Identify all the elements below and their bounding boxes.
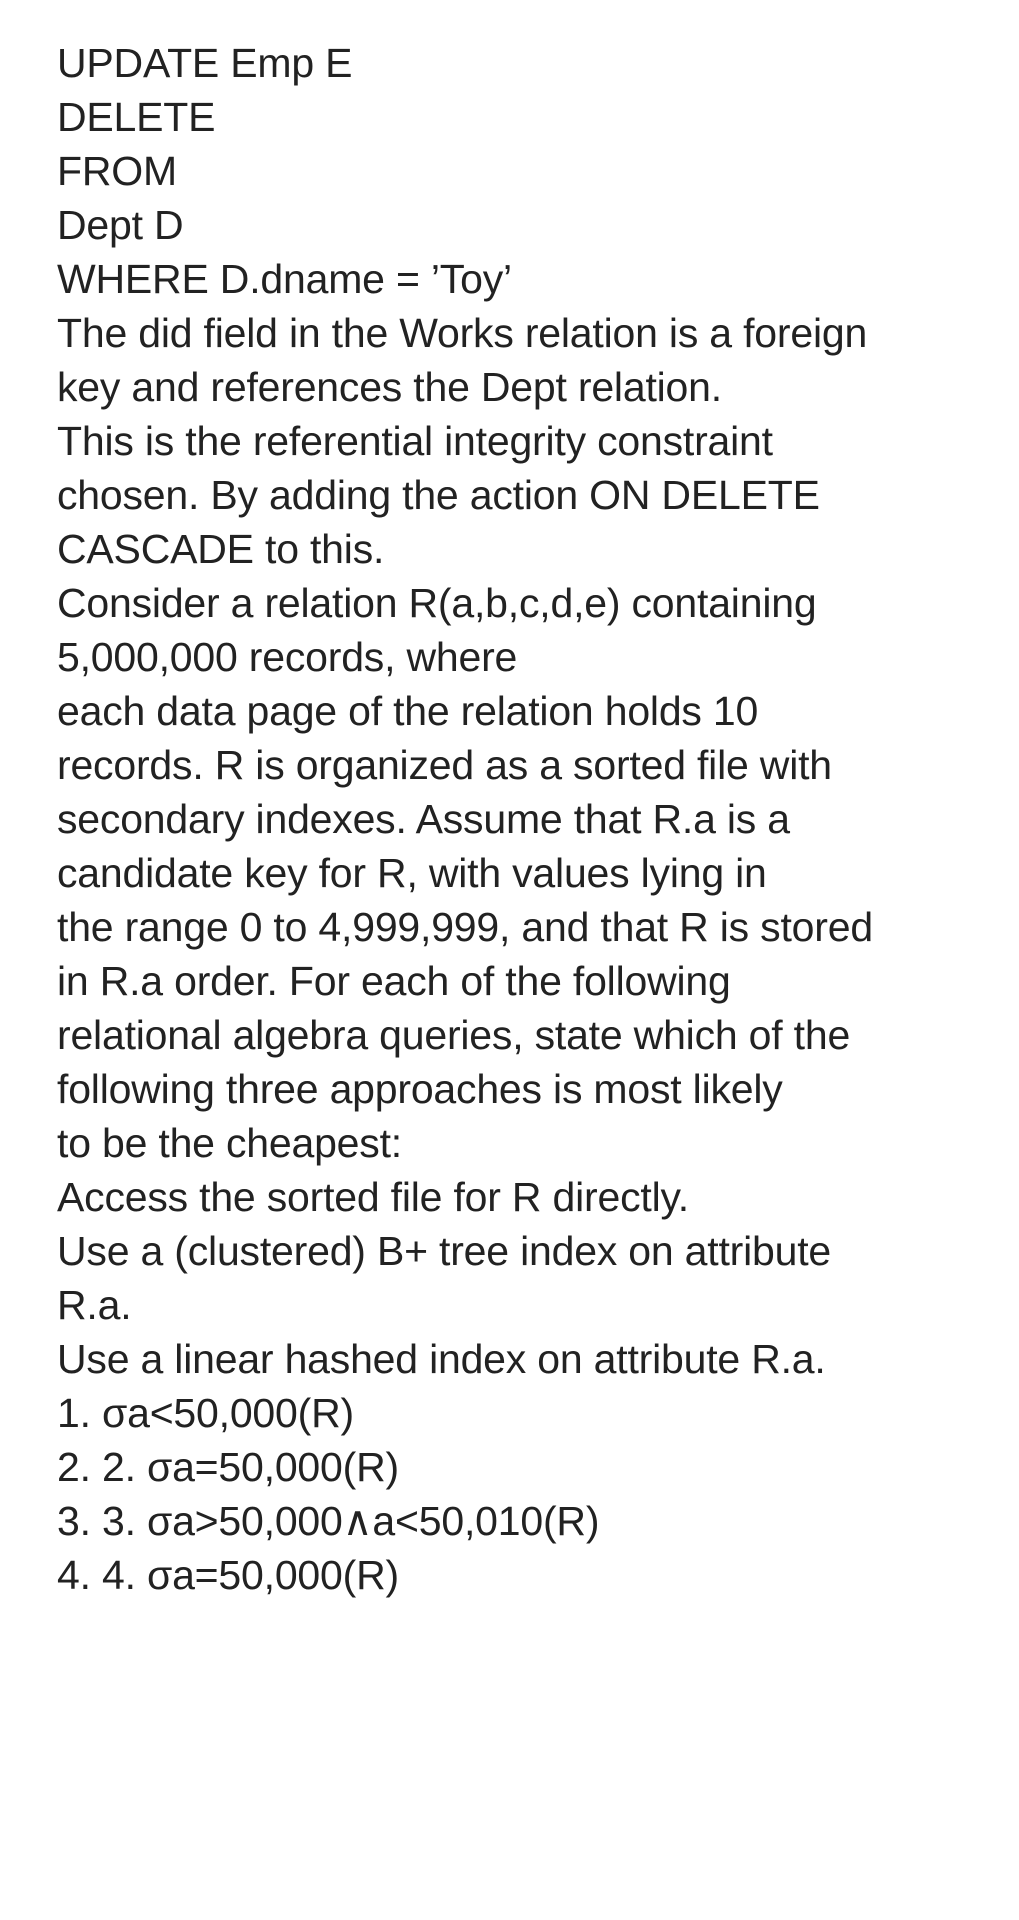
text-line: candidate key for R, with values lying in — [57, 850, 767, 896]
sql-where-line: WHERE D.dname = ’Toy’ — [57, 256, 512, 302]
sql-table-line: Dept D — [57, 202, 184, 248]
query-item: 2. 2. σa=50,000(R) — [57, 1444, 399, 1490]
text-line: Consider a relation R(a,b,c,d,e) containing — [57, 580, 817, 626]
text-line: the range 0 to 4,999,999, and that R is stored — [57, 904, 873, 950]
text-line: records. R is organized as a sorted file with — [57, 742, 832, 788]
approach-option: Use a linear hashed index on attribute R.a. — [57, 1336, 826, 1382]
text-line: 5,000,000 records, where — [57, 634, 518, 680]
query-item: 4. 4. σa=50,000(R) — [57, 1552, 399, 1598]
text-line: This is the referential integrity constraint — [57, 418, 773, 464]
approach-option: R.a. — [57, 1282, 132, 1328]
text-line: chosen. By adding the action ON DELETE — [57, 472, 820, 518]
text-line: following three approaches is most likely — [57, 1066, 783, 1112]
text-line: CASCADE to this. — [57, 526, 385, 572]
text-line: to be the cheapest: — [57, 1120, 402, 1166]
query-item: 1. σa<50,000(R) — [57, 1390, 354, 1436]
text-line: each data page of the relation holds 10 — [57, 688, 759, 734]
text-line: in R.a order. For each of the following — [57, 958, 731, 1004]
text-line: relational algebra queries, state which of the — [57, 1012, 851, 1058]
sql-from-line: FROM — [57, 148, 177, 194]
sql-update-line: UPDATE Emp E — [57, 40, 353, 86]
approach-option: Use a (clustered) B+ tree index on attribute — [57, 1228, 832, 1274]
approach-option: Access the sorted file for R directly. — [57, 1174, 689, 1220]
query-item: 3. 3. σa>50,000∧a<50,010(R) — [57, 1498, 600, 1544]
sql-delete-line: DELETE — [57, 94, 216, 140]
document-body — [57, 36, 997, 1602]
text-line: key and references the Dept relation. — [57, 364, 722, 410]
text-line: secondary indexes. Assume that R.a is a — [57, 796, 790, 842]
text-line: The did field in the Works relation is a foreign — [57, 310, 868, 356]
